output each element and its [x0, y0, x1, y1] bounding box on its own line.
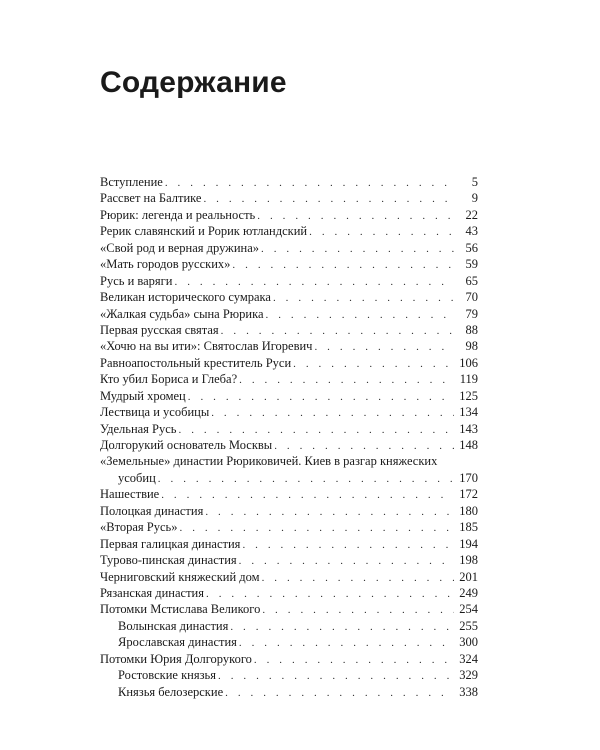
- toc-entry-title: Русь и варяги: [100, 273, 173, 288]
- toc-entry-title: Вступление: [100, 175, 163, 189]
- dot-leader: [203, 191, 454, 207]
- toc-entry-page: 43: [465, 224, 478, 239]
- table-of-contents: [100, 174, 478, 700]
- toc-entry-page: 254: [459, 602, 478, 617]
- dot-leader: [314, 339, 454, 355]
- toc-entry[interactable]: [100, 519, 478, 535]
- toc-entry[interactable]: [100, 453, 478, 486]
- toc-entry-title: Первая галицкая династия: [100, 536, 241, 551]
- toc-entry[interactable]: [100, 503, 478, 519]
- toc-entry-page: 249: [459, 585, 478, 600]
- toc-entry[interactable]: [100, 651, 478, 667]
- toc-entry-title: «Хочю на вы ити»: Святослав Игоревич: [100, 339, 313, 354]
- toc-entry-title: Рязанская династия: [100, 585, 204, 600]
- toc-entry[interactable]: [100, 421, 478, 437]
- toc-entry[interactable]: [100, 371, 478, 387]
- toc-entry-continuation: [100, 470, 478, 486]
- toc-entry-title: «Мать городов русских»: [100, 257, 231, 272]
- toc-entry-page: 329: [459, 668, 478, 683]
- dot-leader: [274, 438, 454, 454]
- toc-entry[interactable]: [100, 273, 478, 289]
- toc-entry-page: 172: [459, 487, 478, 502]
- toc-entry[interactable]: [100, 437, 478, 453]
- toc-entry-page: 9: [471, 191, 478, 206]
- toc-subentry[interactable]: [100, 634, 478, 650]
- toc-entry-title: Нашествие: [100, 487, 160, 502]
- toc-entry[interactable]: [100, 190, 478, 206]
- toc-entry-page: 185: [459, 520, 478, 535]
- toc-entry[interactable]: [100, 569, 478, 585]
- toc-entry-page: 300: [459, 635, 478, 650]
- toc-entry-page: 79: [465, 306, 478, 321]
- toc-entry[interactable]: [100, 388, 478, 404]
- toc-entry-page: 255: [459, 618, 478, 633]
- dot-leader: [309, 224, 454, 240]
- dot-leader: [175, 274, 455, 290]
- toc-entry[interactable]: [100, 306, 478, 322]
- toc-entry-page: 59: [465, 257, 478, 272]
- toc-entry-title: Ростовские князья: [118, 668, 217, 683]
- toc-subentry[interactable]: [100, 667, 478, 683]
- toc-entry[interactable]: [100, 552, 478, 568]
- toc-entry[interactable]: [100, 338, 478, 354]
- dot-leader: [161, 487, 454, 503]
- dot-leader: [261, 241, 454, 257]
- dot-leader: [262, 602, 454, 618]
- dot-leader: [230, 619, 454, 635]
- toc-entry-title: Волынская династия: [118, 618, 229, 633]
- dot-leader: [179, 422, 454, 438]
- toc-entry-page: 143: [459, 421, 478, 436]
- toc-entry-page: 106: [459, 355, 478, 370]
- toc-entry[interactable]: [100, 256, 478, 272]
- toc-entry-page: 134: [459, 405, 478, 420]
- toc-entry[interactable]: [100, 207, 478, 223]
- toc-entry-page: 70: [465, 290, 478, 305]
- dot-leader: [239, 635, 454, 651]
- dot-leader: [188, 389, 454, 405]
- toc-entry[interactable]: [100, 404, 478, 420]
- toc-entry-page: 324: [459, 651, 478, 666]
- toc-entry-title: Потомки Юрия Долгорукого: [100, 651, 252, 666]
- toc-entry-title: Лествица и усобицы: [100, 405, 210, 420]
- toc-entry[interactable]: [100, 289, 478, 305]
- dot-leader: [165, 175, 454, 191]
- toc-entry[interactable]: [100, 322, 478, 338]
- toc-entry-title: Равноапостольный креститель Руси: [100, 355, 292, 370]
- dot-leader: [206, 586, 454, 602]
- toc-entry-page: 201: [459, 569, 478, 584]
- toc-entry-title: «Вторая Русь»: [100, 520, 178, 535]
- toc-entry[interactable]: [100, 585, 478, 601]
- toc-entry[interactable]: [100, 174, 478, 190]
- toc-entry-page: 5: [471, 175, 478, 189]
- toc-entry-page: 88: [465, 322, 478, 337]
- toc-entry-page: 338: [459, 684, 478, 699]
- dot-leader: [254, 652, 454, 668]
- toc-entry-title: «Жалкая судьба» сына Рюрика: [100, 306, 264, 321]
- toc-entry[interactable]: [100, 223, 478, 239]
- toc-entry-title: «Земельные» династии Рюриковичей. Киев в разгар княжеских: [100, 454, 438, 469]
- toc-entry[interactable]: [100, 601, 478, 617]
- toc-entry-title: «Свой род и верная дружина»: [100, 240, 259, 255]
- toc-entry-title: Рюрик: легенда и реальность: [100, 207, 256, 222]
- dot-leader: [225, 685, 454, 701]
- toc-entry-page: 56: [465, 240, 478, 255]
- toc-entry-page: 198: [459, 553, 478, 568]
- toc-entry-page: 180: [459, 503, 478, 518]
- toc-entry-title: Долгорукий основатель Москвы: [100, 438, 273, 452]
- toc-entry[interactable]: [100, 355, 478, 371]
- dot-leader: [257, 208, 454, 224]
- toc-entry-title: Рерик славянский и Рорик ютландский: [100, 224, 308, 239]
- toc-entry[interactable]: [100, 486, 478, 502]
- dot-leader: [239, 553, 454, 569]
- dot-leader: [180, 520, 454, 536]
- toc-entry-title: Черниговский княжеский дом: [100, 569, 260, 584]
- dot-leader: [158, 471, 454, 487]
- dot-leader: [293, 356, 454, 372]
- toc-entry-title: Полоцкая династия: [100, 503, 204, 518]
- toc-entry-title: Турово-пинская династия: [100, 553, 237, 568]
- dot-leader: [262, 570, 454, 586]
- toc-entry-page: 194: [459, 536, 478, 551]
- toc-entry-title: Мудрый хромец: [100, 388, 186, 403]
- dot-leader: [266, 307, 454, 323]
- toc-entry-title: Первая русская святая: [100, 322, 219, 337]
- toc-entry-page: 125: [459, 388, 478, 403]
- toc-entry-title-continuation: усобиц: [118, 470, 156, 485]
- toc-entry-page: 98: [465, 339, 478, 354]
- page-title: Содержание: [100, 66, 287, 99]
- dot-leader: [242, 537, 454, 553]
- toc-entry-title: Ярославская династия: [118, 635, 237, 650]
- dot-leader: [221, 323, 454, 339]
- toc-entry-title: Удельная Русь: [100, 421, 177, 436]
- toc-entry-page: 22: [465, 207, 478, 222]
- dot-leader: [211, 405, 454, 421]
- toc-entry-title: Потомки Мстислава Великого: [100, 602, 261, 617]
- dot-leader: [218, 668, 454, 684]
- toc-entry-page: 170: [459, 470, 478, 485]
- dot-leader: [273, 290, 454, 306]
- toc-entry-title: Кто убил Бориса и Глеба?: [100, 372, 238, 387]
- dot-leader: [232, 257, 454, 273]
- toc-subentry[interactable]: [100, 684, 478, 700]
- dot-leader: [205, 504, 454, 520]
- dot-leader: [239, 372, 454, 388]
- toc-entry-title: Рассвет на Балтике: [100, 191, 202, 206]
- toc-entry-title: Великан исторического сумрака: [100, 290, 271, 305]
- toc-subentry[interactable]: [100, 618, 478, 634]
- toc-entry-page: 65: [465, 273, 478, 288]
- toc-entry-page: 119: [459, 372, 478, 387]
- toc-entry[interactable]: [100, 240, 478, 256]
- toc-entry-page: 148: [459, 438, 478, 452]
- toc-entry-title: Князья белозерские: [118, 684, 224, 699]
- toc-entry[interactable]: [100, 536, 478, 552]
